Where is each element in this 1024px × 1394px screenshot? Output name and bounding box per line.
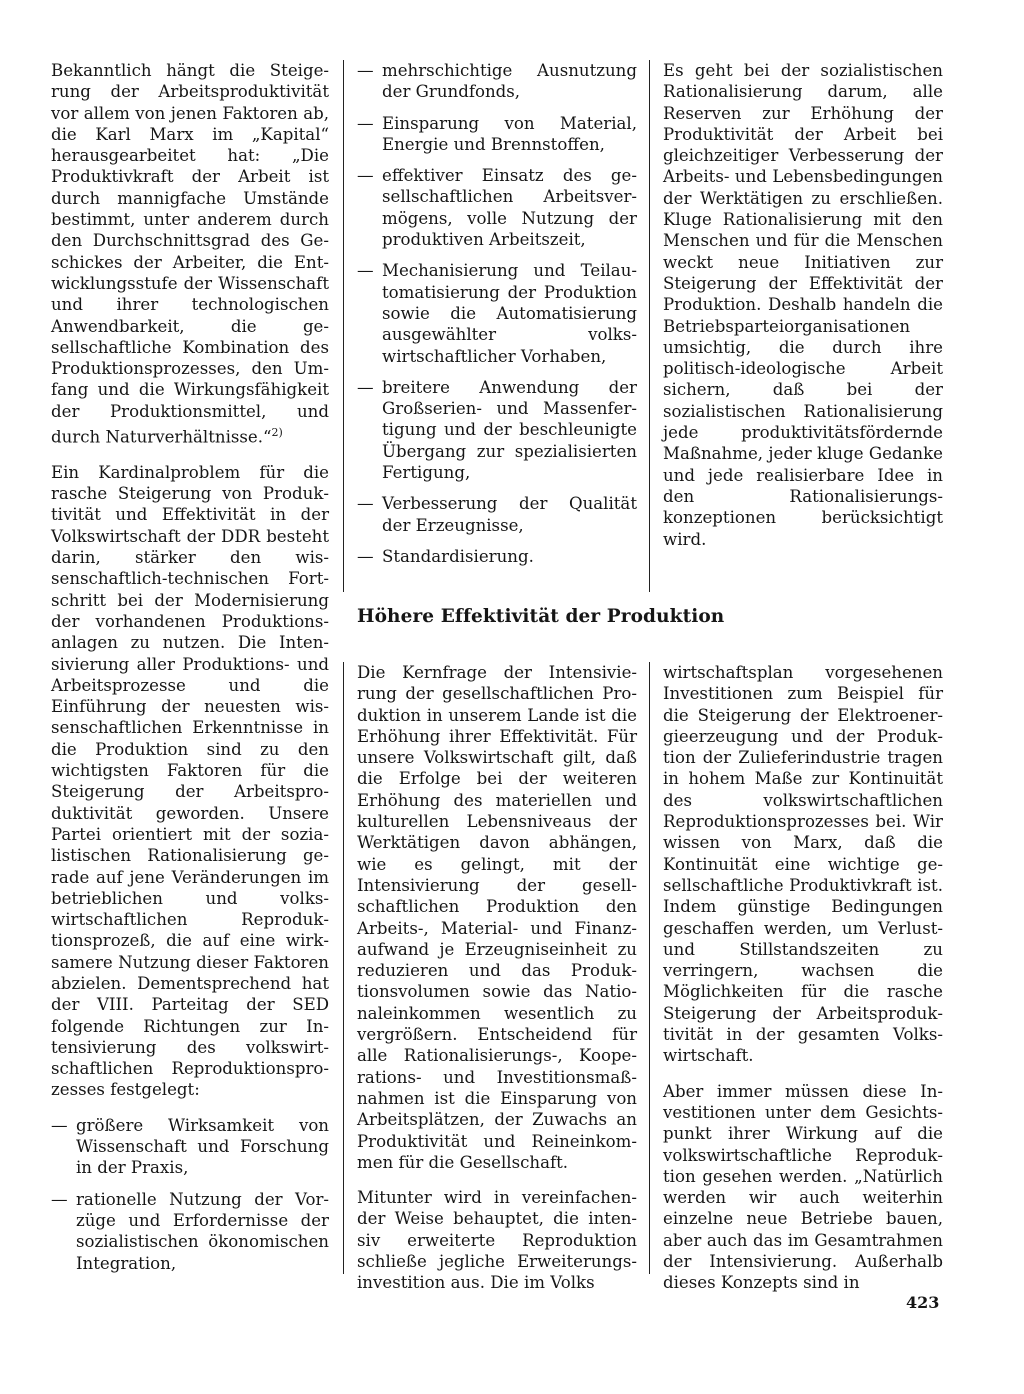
text-column-1 (51, 60, 329, 1284)
list-item (357, 165, 637, 250)
list-item-text: effektiver Einsatz des gesellschaftlichen Arbeitsvermögens, volle Nutzung der produktiven Arbeitszeit, (382, 166, 637, 250)
list-item (357, 377, 637, 483)
paragraph: Mitunter wird in vereinfachender Weise behauptet, die intensiv erweiterte Reproduktion schließe jegliche Erweiterungsinvestition aus. Die im Volks (357, 1188, 637, 1293)
footnote-reference: 2) (271, 426, 283, 440)
paragraph: Aber immer müssen diese Investitionen unter dem Gesichtspunkt ihrer Wirkung auf die volkswirtschaftliche Reproduktion gesehen werden. „Natürlich werden wir auch weiterhin einzelne neue Betriebe bauen, aber auch das im Gesamtrahmen der Intensivierung. Außerhalb dieses Konzepts sind in (663, 1081, 943, 1293)
list-item-text: Einsparung von Material, Energie und Brennstoffen, (382, 113, 637, 154)
dash-bullet: — (357, 494, 374, 514)
bullet-list (357, 60, 637, 567)
list-item-text: Standardisierung. (382, 546, 534, 566)
dash-bullet: — (51, 1189, 68, 1209)
dash-bullet: — (51, 1115, 68, 1135)
bullet-list (51, 1115, 329, 1274)
list-item (357, 546, 637, 567)
list-item-text: mehrschichtige Ausnutzung der Grundfonds, (382, 61, 637, 102)
list-item (357, 113, 637, 156)
dash-bullet: — (357, 546, 374, 566)
section-column-left (357, 662, 637, 1308)
dash-bullet: — (357, 166, 374, 186)
page-number: 423 (906, 1293, 940, 1312)
list-item-text: Verbesserung der Qualität der Erzeugnisse, (382, 494, 637, 535)
list-item (51, 1115, 329, 1179)
paragraph: Ein Kardinalproblem für die rasche Steigerung von Produktivität und Effektivität in der Volkswirtschaft der DDR besteht darin, stärker den wissenschaftlich-technischen Fortschritt bei der Modernisierung der vorhandenen Produktionsanlagen zu nutzen. Die Intensivierung aller Produktions- und Arbeitsprozesse und die Einführung der neuesten wissenschaftlichen Erkenntnisse in die Produktion sind zu den wichtigsten Faktoren für die Steigerung der Arbeitsproduktivität geworden. Unsere Partei orientiert mit der sozialistischen Rationalisierung gerade auf jene Veränderungen im betrieblichen und volkswirtschaftlichen Reproduktionsprozeß, die auf eine wirksamere Nutzung dieser Faktoren abzielen. Dementsprechend hat der VIII. Parteitag der SED folgende Richtungen zur Intensivierung des volkswirtschaftlichen Reproduktionsprozesses festgelegt: (51, 462, 329, 1100)
paragraph: Es geht bei der sozialistischen Rationalisierung darum, alle Reserven zur Erhöhung der Produktivität der Arbeit bei gleichzeitiger Verbesserung der Arbeits- und Lebensbedingungen der Werktätigen zu erschließen. Kluge Rationalisierung mit den Menschen und für die Menschen weckt neue Initiativen zur Steigerung der Effektivität der Produktion. Deshalb handeln die Betriebsparteiorganisationen umsichtig, die durch ihre politisch-ideologische Arbeit sichern, daß bei der sozialistischen Rationalisierung jede produktivitätsfördernde Maßnahme, jeder kluge Gedanke und jede realisierbare Idee in den Rationalisierungskonzeptionen berücksichtigt wird. (663, 61, 943, 549)
text-column-3 (663, 60, 943, 564)
paragraph: wirtschaftsplan vorgesehenen Investitionen zum Beispiel für die Steigerung der Elektroenergieerzeugung und der Produktion der Zulieferindustrie tragen in hohem Maße zur Kontinuität des volkswirtschaftlichen Reproduktionsprozesses bei. Wir wissen von Marx, daß die Kontinuität eine wichtige gesellschaftliche Produktivkraft ist. Indem günstige Bedingungen geschaffen werden, um Verlust- und Stillstandszeiten zu verringern, wachsen die Möglichkeiten für die rasche Steigerung der Arbeitsproduktivität in der gesamten Volkswirtschaft. (663, 663, 943, 1066)
list-item-text: Mechanisierung und Teilautomatisierung der Produktion sowie die Automatisierung ausgewählter volkswirtschaftlicher Vorhaben, (382, 261, 637, 366)
paragraph-text: Bekanntlich hängt die Steigerung der Arbeitsproduktivität vor allem von jenen Faktoren ab, die Karl Marx im „Kapital“ herausgearbeitet hat: „Die Produktivkraft der Arbeit ist durch mannigfache Umstände bestimmt, unter anderem durch den Durchschnittsgrad des Geschickes der Arbeiter, die Entwicklungsstufe der Wissenschaft und ihrer technologischen Anwendbarkeit, die gesellschaftliche Kombination des Produktionsprozesses, den Umfang und die Wirkungsfähigkeit der Produktionsmittel, und durch Naturverhältnisse.“ (51, 61, 329, 447)
section-column-right (663, 662, 943, 1308)
text-column-2 (357, 60, 637, 577)
dash-bullet: — (357, 377, 374, 397)
column-rule-top-left (343, 60, 344, 592)
section-heading: Höhere Effektivität der Produktion (357, 606, 725, 627)
list-item (357, 260, 637, 366)
column-rule-bottom-left (343, 662, 344, 1274)
paragraph (51, 60, 329, 448)
list-item (51, 1189, 329, 1274)
list-item-text: größere Wirksamkeit von Wissenschaft und Forschung in der Praxis, (76, 1115, 329, 1178)
list-item (357, 60, 637, 103)
dash-bullet: — (357, 261, 374, 281)
dash-bullet: — (357, 61, 374, 80)
list-item (357, 493, 637, 536)
column-rule-bottom-right (649, 662, 650, 1274)
list-item-text: breitere Anwendung der Großserien- und Massenfertigung und der beschleunigte Übergang zur spezialisierten Fertigung, (382, 377, 637, 483)
list-item-text: rationelle Nutzung der Vorzüge und Erfordernisse der sozialistischen ökonomischen Integration, (76, 1189, 329, 1273)
dash-bullet: — (357, 113, 374, 133)
column-rule-top-right (649, 60, 650, 592)
paragraph: Die Kernfrage der Intensivierung der gesellschaftlichen Produktion in unserem Lande ist die Erhöhung ihrer Effektivität. Für unsere Volkswirtschaft gilt, daß die Erfolge bei der weiteren Erhöhung des materiellen und kulturellen Lebensniveaus der Werktätigen davon abhängen, wie es gelingt, mit der Intensivierung der gesellschaftlichen Produktion den Arbeits-, Material- und Finanzaufwand je Erzeugniseinheit zu reduzieren und das Produktionsvolumen sowie das Nationaleinkommen wesentlich zu vergrößern. Entscheidend für alle Rationalisierungs-, Kooperations- und Investitionsmaßnahmen ist die Einsparung von Arbeitsplätzen, der Zuwachs an Produktivität und Reineinkommen für die Gesellschaft. (357, 663, 637, 1172)
